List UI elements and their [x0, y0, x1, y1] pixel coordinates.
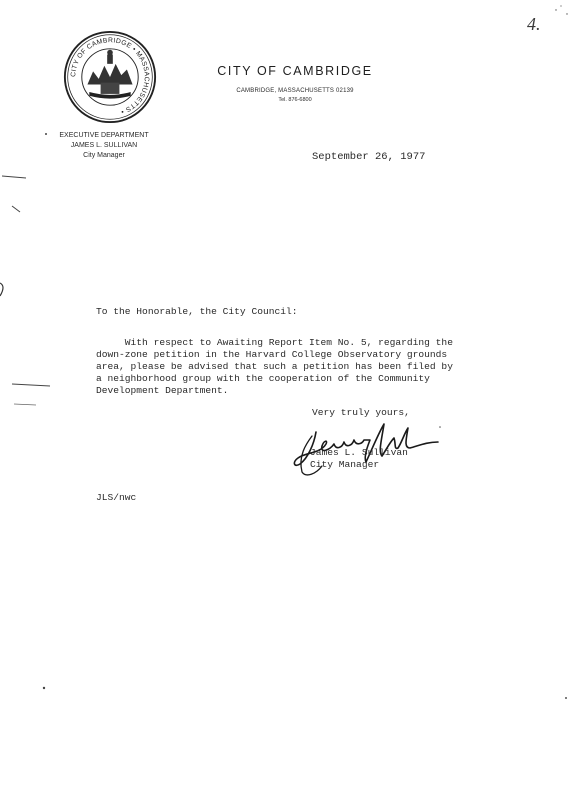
sender-department: EXECUTIVE DEPARTMENT — [59, 132, 149, 139]
signature-name: James L. Sullivan — [310, 447, 408, 458]
sender-block — [48, 131, 160, 161]
signature-title: City Manager — [310, 459, 380, 470]
page-number-mark: 4. — [527, 14, 541, 34]
letter-body-line: down-zone petition in the Harvard College Observatory grounds — [96, 349, 448, 360]
letterhead-phone: Tel. 876-6800 — [278, 97, 312, 103]
letter-body-line: a neighborhood group with the cooperation of the Community — [96, 373, 430, 384]
typist-initials: JLS/nwc — [96, 492, 137, 503]
letter-body-line: With respect to Awaiting Report Item No. 5, regarding the — [96, 337, 453, 348]
letterhead-address: CAMBRIDGE, MASSACHUSETTS 02139 — [236, 88, 354, 94]
letter-closing: Very truly yours, — [312, 407, 410, 418]
letterhead-title: CITY OF CAMBRIDGE — [217, 64, 373, 78]
letter-body-line: area, please be advised that such a petition has been filed by — [96, 361, 453, 372]
sender-name: JAMES L. SULLIVAN — [70, 142, 138, 150]
letter-date: September 26, 1977 — [312, 151, 426, 163]
sender-title: City Manager — [83, 152, 125, 160]
letter-salutation: To the Honorable, the City Council: — [96, 306, 298, 317]
letter-body-line: Development Department. — [96, 385, 229, 396]
seal-ring-text: CITY OF CAMBRIDGE • MASSACHUSETTS • — [70, 37, 150, 115]
city-seal-icon — [63, 30, 157, 124]
